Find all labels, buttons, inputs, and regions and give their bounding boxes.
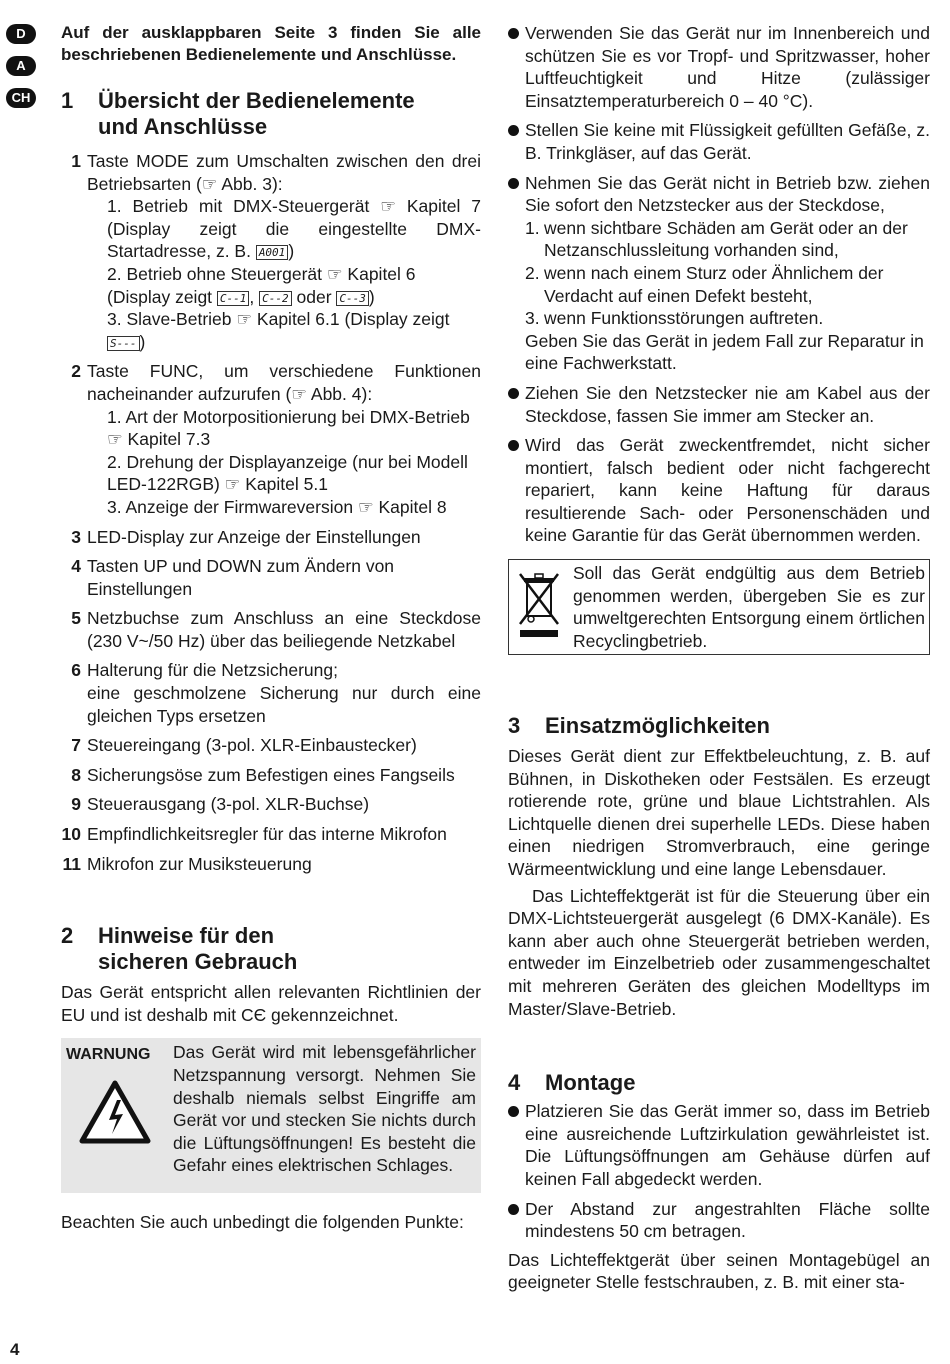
- section-title-line2: und Anschlüsse: [98, 114, 268, 139]
- display-readout: C--2: [259, 291, 292, 306]
- sub-item: 2. Drehung der Displayanzeige (nur bei Modell LED-122RGB) ☞ Kapitel 5.1: [107, 451, 468, 495]
- item-number: 2: [71, 361, 81, 382]
- recycling-notice-box: [508, 559, 930, 655]
- bullet-text: Platzieren Sie das Gerät immer so, dass im Betrieb eine ausreichende Luftzirkulation gewährleistet ist. Die Lüftungsöffnungen am Gehäuse dürfen auf keinen Fall abgedeckt werden.: [525, 1101, 930, 1189]
- section-4-paragraph: Das Lichteffektgerät über seinen Montagebügel an geeigneter Stelle festschrauben, z. B. mit einer sta-: [508, 1249, 930, 1293]
- section-number: 3: [508, 713, 521, 739]
- list-item: [61, 734, 481, 757]
- bullet-icon: [508, 1106, 519, 1117]
- item-number: 5: [71, 608, 81, 629]
- bullet-item: [508, 22, 930, 112]
- item-text: Empfindlichkeitsregler für das interne Mikrofon: [87, 824, 447, 845]
- list-item: [61, 764, 481, 787]
- sub-item-text: ): [368, 286, 375, 307]
- item-number: 1: [71, 151, 81, 171]
- item-text: Steuereingang (3-pol. XLR-Einbaustecker): [87, 735, 417, 756]
- section-3-paragraph-1: Dieses Gerät dient zur Effektbeleuchtung, z. B. auf Bühnen, in Diskotheken oder Festsälen. Es erzeugt rotierende rote, grüne und blaue Lichtstrahlen. Als Lichtquelle dienen drei superhelle LEDs. Diese haben einen niedrigen Stromverbrauch, eine geringe Wärmeentwicklung und eine lange Lebensdauer.: [508, 746, 930, 880]
- list-item: [61, 607, 481, 652]
- display-readout: A001: [256, 245, 289, 260]
- item-number: 3: [71, 526, 81, 547]
- item-number: 10: [61, 824, 81, 845]
- warning-text: Das Gerät wird mit lebensgefährlicher Netzspannung versorgt. Nehmen Sie deshalb niemals selbst Eingriffe am Gerät vor und stecken Sie nichts durch die Lüftungsöffnungen! Es besteht die Gefahr eines elektrischen Schlages.: [173, 1042, 476, 1176]
- bullet-item: [508, 1100, 930, 1190]
- sub-item-number: 2.: [525, 262, 540, 283]
- bullet-text: Ziehen Sie den Netzstecker nie am Kabel aus der Steckdose, fassen Sie immer am Stecker an.: [525, 382, 930, 426]
- recycling-text: Soll das Gerät endgültig aus dem Betrieb genommen werden, übergeben Sie es zur umweltgerechten Entsorgung einem örtlichen Recyclingbetrieb.: [573, 563, 925, 651]
- bullet-text: Verwenden Sie das Gerät nur im Innenbereich und schützen Sie es vor Tropf- und Spritzwasser, hoher Luftfeuchtigkeit und Hitze (zulässiger Einsatztemperaturbereich 0 – 40 °C).: [525, 23, 930, 111]
- intro-text: Auf der ausklappbaren Seite 3 finden Sie alle beschriebenen Bedienelemente und Anschlüsse.: [61, 23, 481, 64]
- bullet-item: [508, 1198, 930, 1243]
- list-item: [61, 555, 481, 600]
- sub-item-text: wenn sichtbare Schäden am Gerät oder an der Netzanschlussleitung vorhanden sind,: [544, 217, 908, 261]
- bullet-icon: [508, 125, 519, 136]
- sub-item-number: 1.: [525, 217, 540, 238]
- right-column: [508, 22, 930, 1294]
- lang-badge-d: D: [6, 24, 36, 44]
- item-text: Netzbuchse zum Anschluss an eine Steckdose (230 V~/50 Hz) über das beiliegende Netzkabel: [87, 608, 481, 651]
- section-title: Montage: [545, 1070, 636, 1096]
- item-text: Tasten UP und DOWN zum Ändern von Einstellungen: [87, 556, 395, 599]
- lang-badge-a: A: [6, 56, 36, 76]
- list-item: [61, 150, 481, 195]
- section-4-heading: [508, 1070, 930, 1096]
- list-item: [61, 793, 481, 816]
- item-text: Halterung für die Netzsicherung;: [87, 660, 338, 681]
- section-number: 2: [61, 923, 74, 949]
- display-readout: C--1: [217, 291, 250, 306]
- sub-item-text: wenn Funktionsstörungen auftreten.: [544, 308, 824, 329]
- high-voltage-warning-icon: [79, 1080, 151, 1144]
- section-title: Einsatzmöglichkeiten: [545, 713, 770, 739]
- display-readout: S---: [107, 336, 140, 351]
- item-number: 4: [71, 556, 81, 577]
- item-text: Taste FUNC, um verschiedene Funktionen nacheinander aufzurufen (☞ Abb. 4):: [87, 361, 481, 404]
- item-text: Taste MODE zum Umschalten zwischen den drei Betriebsarten (☞ Abb. 3):: [87, 151, 481, 194]
- item-number: 8: [71, 764, 81, 785]
- section-title-line1: Hinweise für den: [98, 923, 275, 949]
- sub-item-text: 2. Betrieb ohne Steuergerät ☞ Kapitel 6 (Display zeigt: [107, 263, 416, 307]
- bullet-item: [508, 382, 930, 427]
- sub-item: [508, 262, 930, 307]
- sub-item-text: ): [139, 331, 146, 352]
- bullet-text: Wird das Gerät zweckentfremdet, nicht sicher montiert, falsch bedient oder nicht fachgerecht repariert, kann keine Haftung für daraus resultierende Sach- oder Personenschäden und keine Garantie für das Gerät übernommen werden.: [525, 435, 930, 546]
- section-2-paragraph: Das Gerät entspricht allen relevanten Richtlinien der EU und ist deshalb mit СЄ gekennzeichnet.: [61, 982, 481, 1025]
- section-3-heading: [508, 713, 930, 739]
- sub-item: 1. Art der Motorpositionierung bei DMX-Betrieb ☞ Kapitel 7.3: [107, 406, 470, 450]
- item-number: 11: [62, 853, 81, 874]
- section-2-heading: [61, 923, 481, 975]
- item-number: 9: [71, 794, 81, 815]
- item-number: 7: [71, 735, 81, 756]
- sub-item: [61, 308, 481, 353]
- sub-item: [61, 263, 481, 308]
- page-number: 4: [10, 1340, 20, 1359]
- item-text: Steuerausgang (3-pol. XLR-Buchse): [87, 794, 370, 815]
- display-readout: C--3: [336, 291, 369, 306]
- separator-text: oder: [291, 286, 337, 307]
- item-text: Sicherungsöse zum Befestigen eines Fangseils: [87, 764, 455, 785]
- sub-item-number: 3.: [525, 308, 540, 329]
- bullet-item: [508, 172, 930, 217]
- list-item: [61, 360, 481, 405]
- section-number: 1: [61, 88, 74, 113]
- sub-item: 3. Anzeige der Firmwareversion ☞ Kapitel 8: [107, 496, 447, 517]
- left-column: [61, 22, 481, 1234]
- warning-label: WARNUNG: [66, 1046, 151, 1064]
- section-3-paragraph-2: Das Lichteffektgerät ist für die Steuerung über ein DMX-Lichtsteuergerät ausgelegt (6 DMX-Kanäle). Es kann aber auch ohne Steuergerät betrieben werden, entweder im Einzelbetrieb oder zusammengeschaltet mit mehreren Geräten des gleichen Modelltyps im Master/Slave-Betrieb.: [508, 885, 930, 1019]
- list-item: [61, 823, 481, 846]
- item-number: 6: [71, 660, 81, 681]
- bullet-continuation: Geben Sie das Gerät in jedem Fall zur Reparatur in eine Fachwerkstatt.: [525, 330, 924, 374]
- weee-crossed-bin-icon: [517, 570, 561, 642]
- warning-box: [61, 1038, 481, 1193]
- section-title-line2: sicheren Gebrauch: [98, 949, 298, 975]
- bullet-text: Stellen Sie keine mit Flüssigkeit gefüllten Gefäße, z. B. Trinkgläser, auf das Gerät.: [525, 120, 930, 163]
- section-2-note: Beachten Sie auch unbedingt die folgenden Punkte:: [61, 1212, 464, 1233]
- item-text: Mikrofon zur Musiksteuerung: [87, 853, 312, 874]
- sub-item-text: 1. Betrieb mit DMX-Steuergerät ☞ Kapitel 7 (Display zeigt die eingestellte DMX-Startadresse, z. B.: [107, 196, 481, 262]
- item-text: LED-Display zur Anzeige der Einstellungen: [87, 526, 421, 547]
- list-item: [61, 853, 481, 876]
- bullet-icon: [508, 1204, 519, 1215]
- list-item: [61, 659, 481, 727]
- section-number: 4: [508, 1070, 521, 1096]
- bullet-icon: [508, 28, 519, 39]
- separator-text: ,: [249, 286, 260, 307]
- item-text: eine geschmolzene Sicherung nur durch eine gleichen Typs ersetzen: [87, 683, 481, 726]
- section-title-line1: Übersicht der Bedienelemente: [98, 88, 415, 113]
- list-item: [61, 526, 481, 549]
- sub-item: [508, 307, 930, 330]
- bullet-icon: [508, 440, 519, 451]
- bullet-item: [508, 119, 930, 164]
- lang-badge-ch: CH: [6, 88, 36, 108]
- sub-item: [508, 217, 930, 262]
- bullet-text: Der Abstand zur angestrahlten Fläche sollte mindestens 50 cm betragen.: [525, 1198, 930, 1242]
- bullet-item: [508, 434, 930, 547]
- sub-item-text: wenn nach einem Sturz oder Ähnlichem der Verdacht auf einen Defekt besteht,: [544, 262, 884, 306]
- bullet-text: Nehmen Sie das Gerät nicht in Betrieb bzw. ziehen Sie sofort den Netzstecker aus der Steckdose,: [525, 172, 930, 216]
- sub-item-text: 3. Slave-Betrieb ☞ Kapitel 6.1 (Display zeigt: [107, 309, 450, 330]
- bullet-icon: [508, 178, 519, 189]
- sub-item-text: ): [288, 241, 295, 262]
- section-1-heading: [61, 88, 481, 140]
- bullet-icon: [508, 388, 519, 399]
- sub-item: [61, 195, 481, 263]
- language-badges: [6, 24, 40, 120]
